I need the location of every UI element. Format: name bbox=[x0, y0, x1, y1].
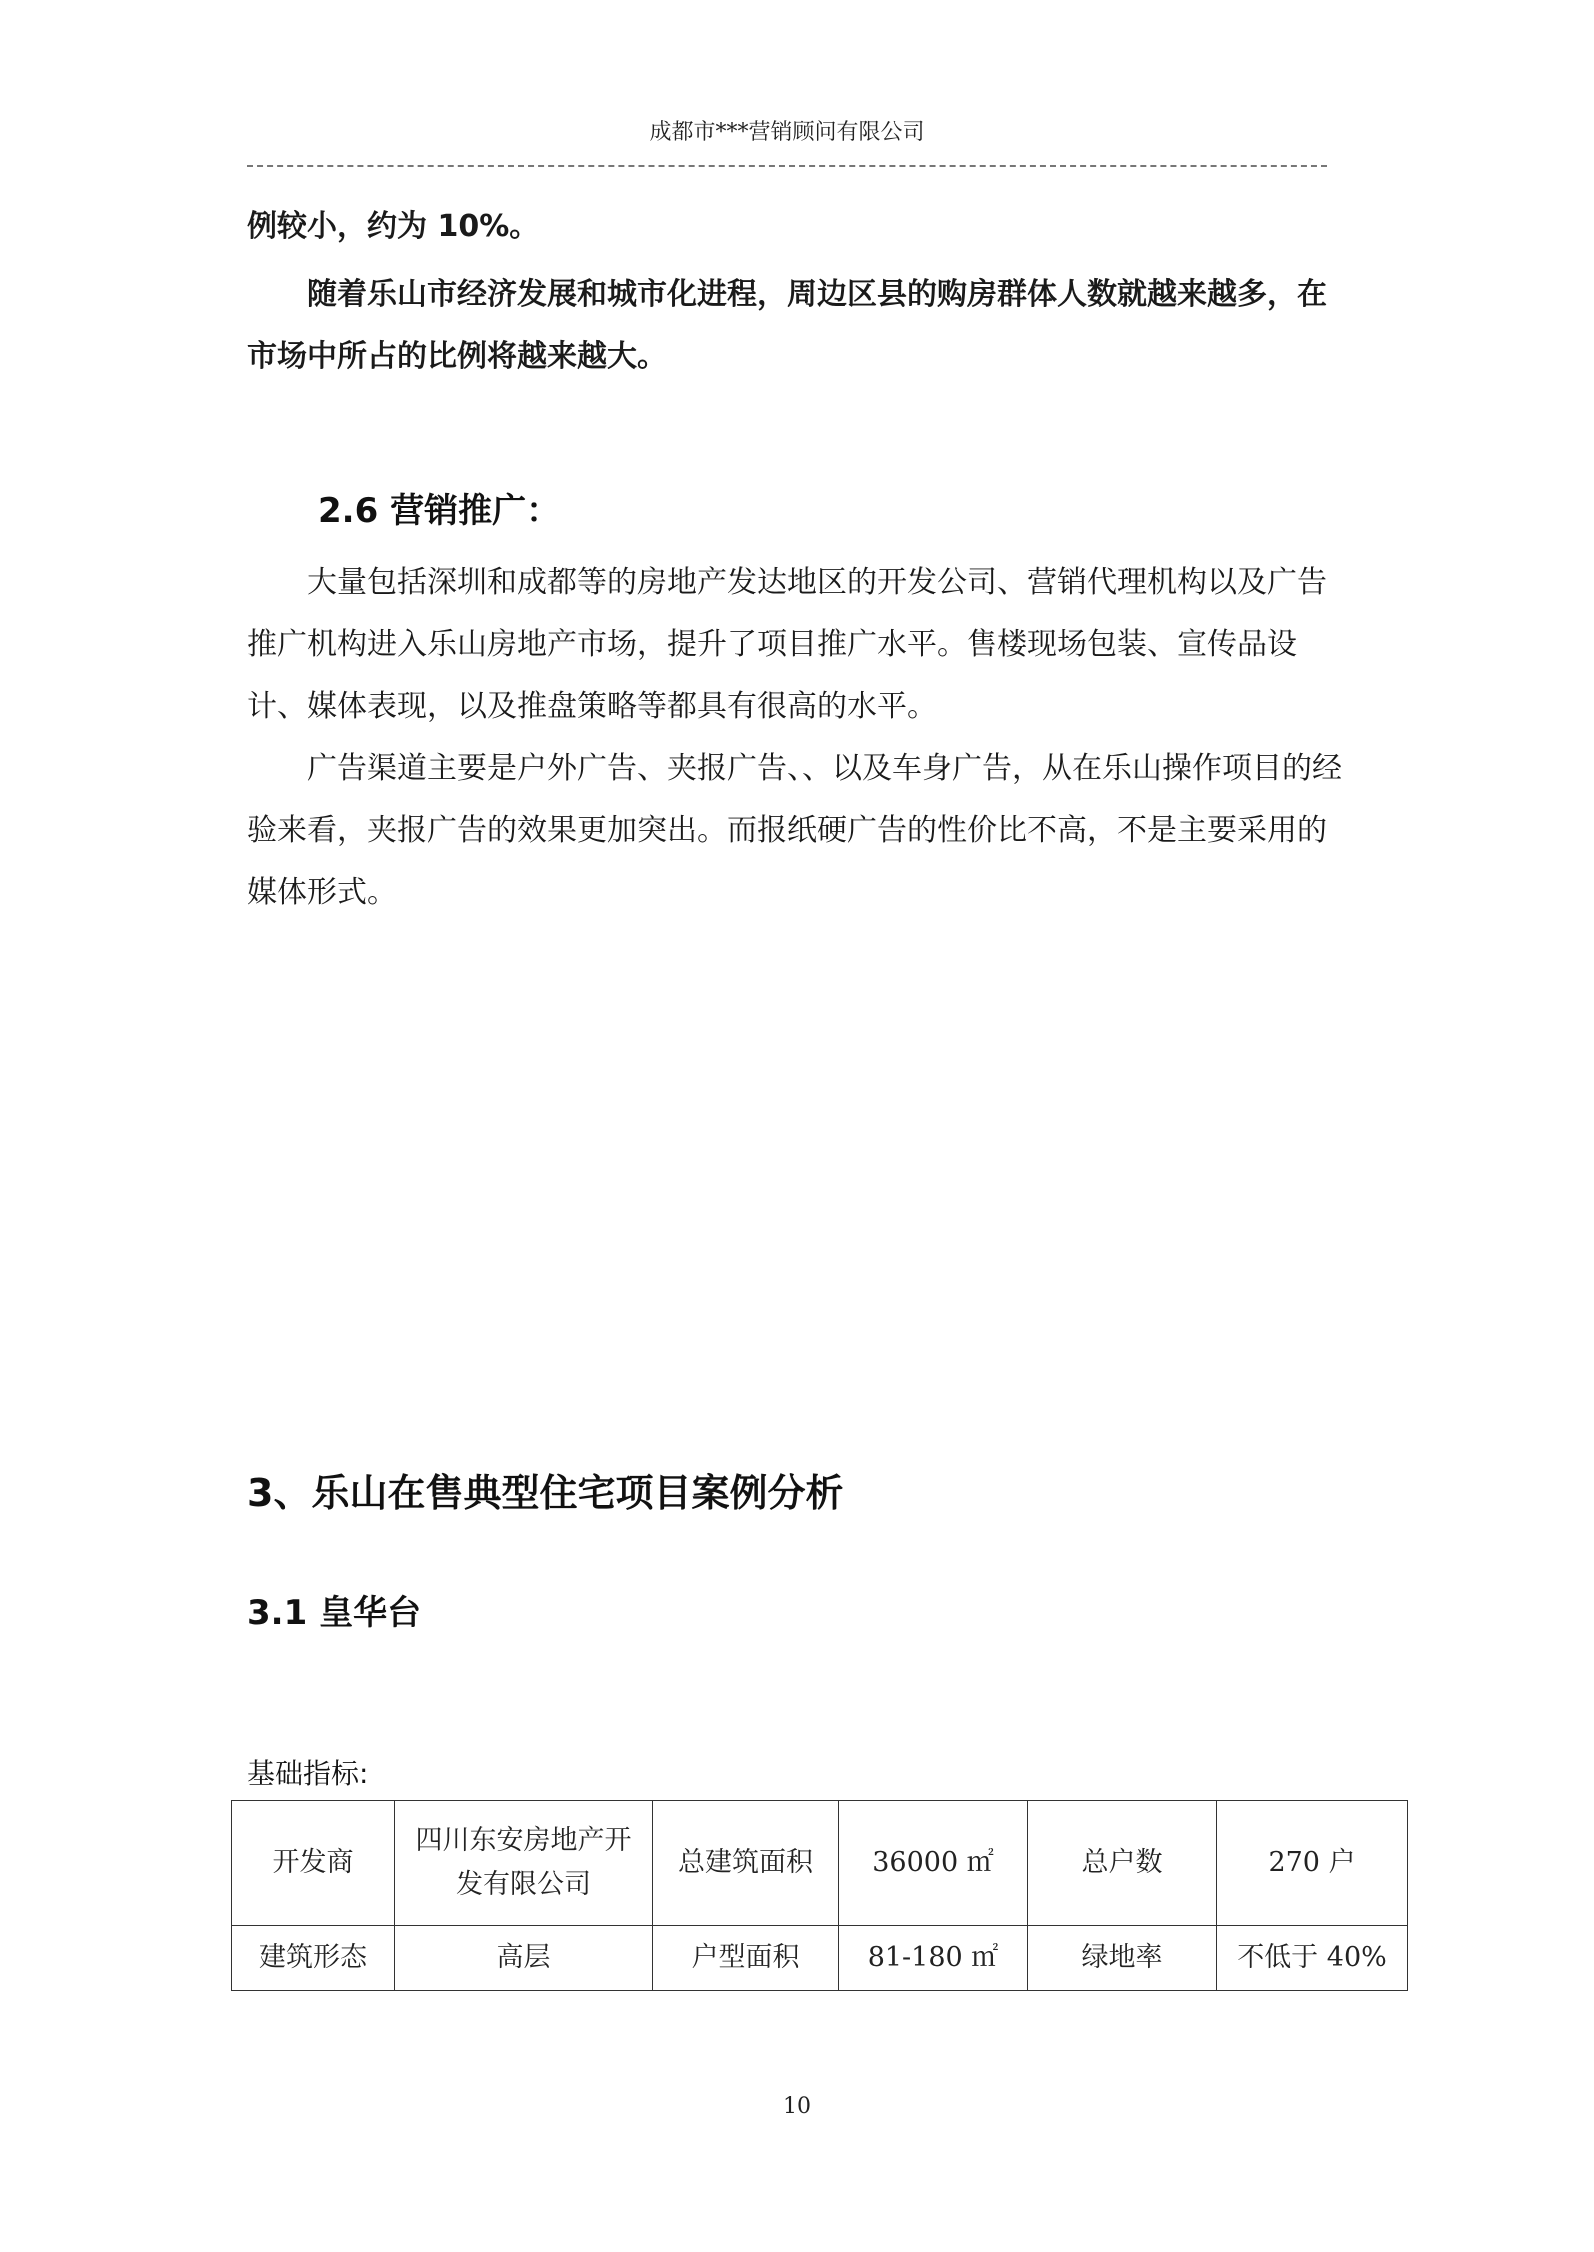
basic-indicators-table bbox=[231, 1800, 1408, 1991]
table-cell-unit-area-value: 81-180 ㎡ bbox=[839, 1926, 1028, 1991]
table-row bbox=[232, 1926, 1408, 1991]
table-cell-developer-value: 四川东安房地产开发有限公司 bbox=[395, 1801, 653, 1926]
table-cell-developer-label: 开发商 bbox=[232, 1801, 395, 1926]
section-heading-2-6: 2.6 营销推广： bbox=[318, 491, 561, 531]
page-number: 10 bbox=[783, 2094, 811, 2119]
table-cell-total-area-value: 36000 ㎡ bbox=[839, 1801, 1028, 1926]
header-divider bbox=[247, 165, 1327, 167]
paragraph-continuation: 例较小，约为 10%。 bbox=[247, 209, 540, 244]
table-cell-green-ratio-value: 不低于 40% bbox=[1217, 1926, 1408, 1991]
paragraph-urbanization: 随着乐山市经济发展和城市化进程，周边区县的购房群体人数就越来越多，在市场中所占的比例将越来越大。 bbox=[247, 277, 1327, 374]
table-row bbox=[232, 1801, 1408, 1926]
paragraph-marketing-agencies: 大量包括深圳和成都等的房地产发达地区的开发公司、营销代理机构以及广告推广机构进入乐山房地产市场，提升了项目推广水平。售楼现场包装、宣传品设计、媒体表现，以及推盘策略等都具有很高的水平。 bbox=[247, 565, 1327, 724]
table-cell-unit-area-label: 户型面积 bbox=[653, 1926, 839, 1991]
section-heading-3: 3、乐山在售典型住宅项目案例分析 bbox=[247, 1471, 844, 1515]
table-cell-households-value: 270 户 bbox=[1217, 1801, 1408, 1926]
table-cell-households-label: 总户数 bbox=[1028, 1801, 1217, 1926]
table-cell-total-area-label: 总建筑面积 bbox=[653, 1801, 839, 1926]
paragraph-ad-channels: 广告渠道主要是户外广告、夹报广告、、以及车身广告，从在乐山操作项目的经验来看，夹报广告的效果更加突出。而报纸硬广告的性价比不高，不是主要采用的媒体形式。 bbox=[247, 751, 1342, 910]
subsection-heading-3-1: 3.1 皇华台 bbox=[247, 1593, 422, 1633]
table-caption: 基础指标: bbox=[247, 1757, 369, 1790]
page-header: 成都市***营销顾问有限公司 bbox=[649, 120, 925, 145]
table-cell-green-ratio-label: 绿地率 bbox=[1028, 1926, 1217, 1991]
table-cell-building-type-label: 建筑形态 bbox=[232, 1926, 395, 1991]
table-cell-building-type-value: 高层 bbox=[395, 1926, 653, 1991]
